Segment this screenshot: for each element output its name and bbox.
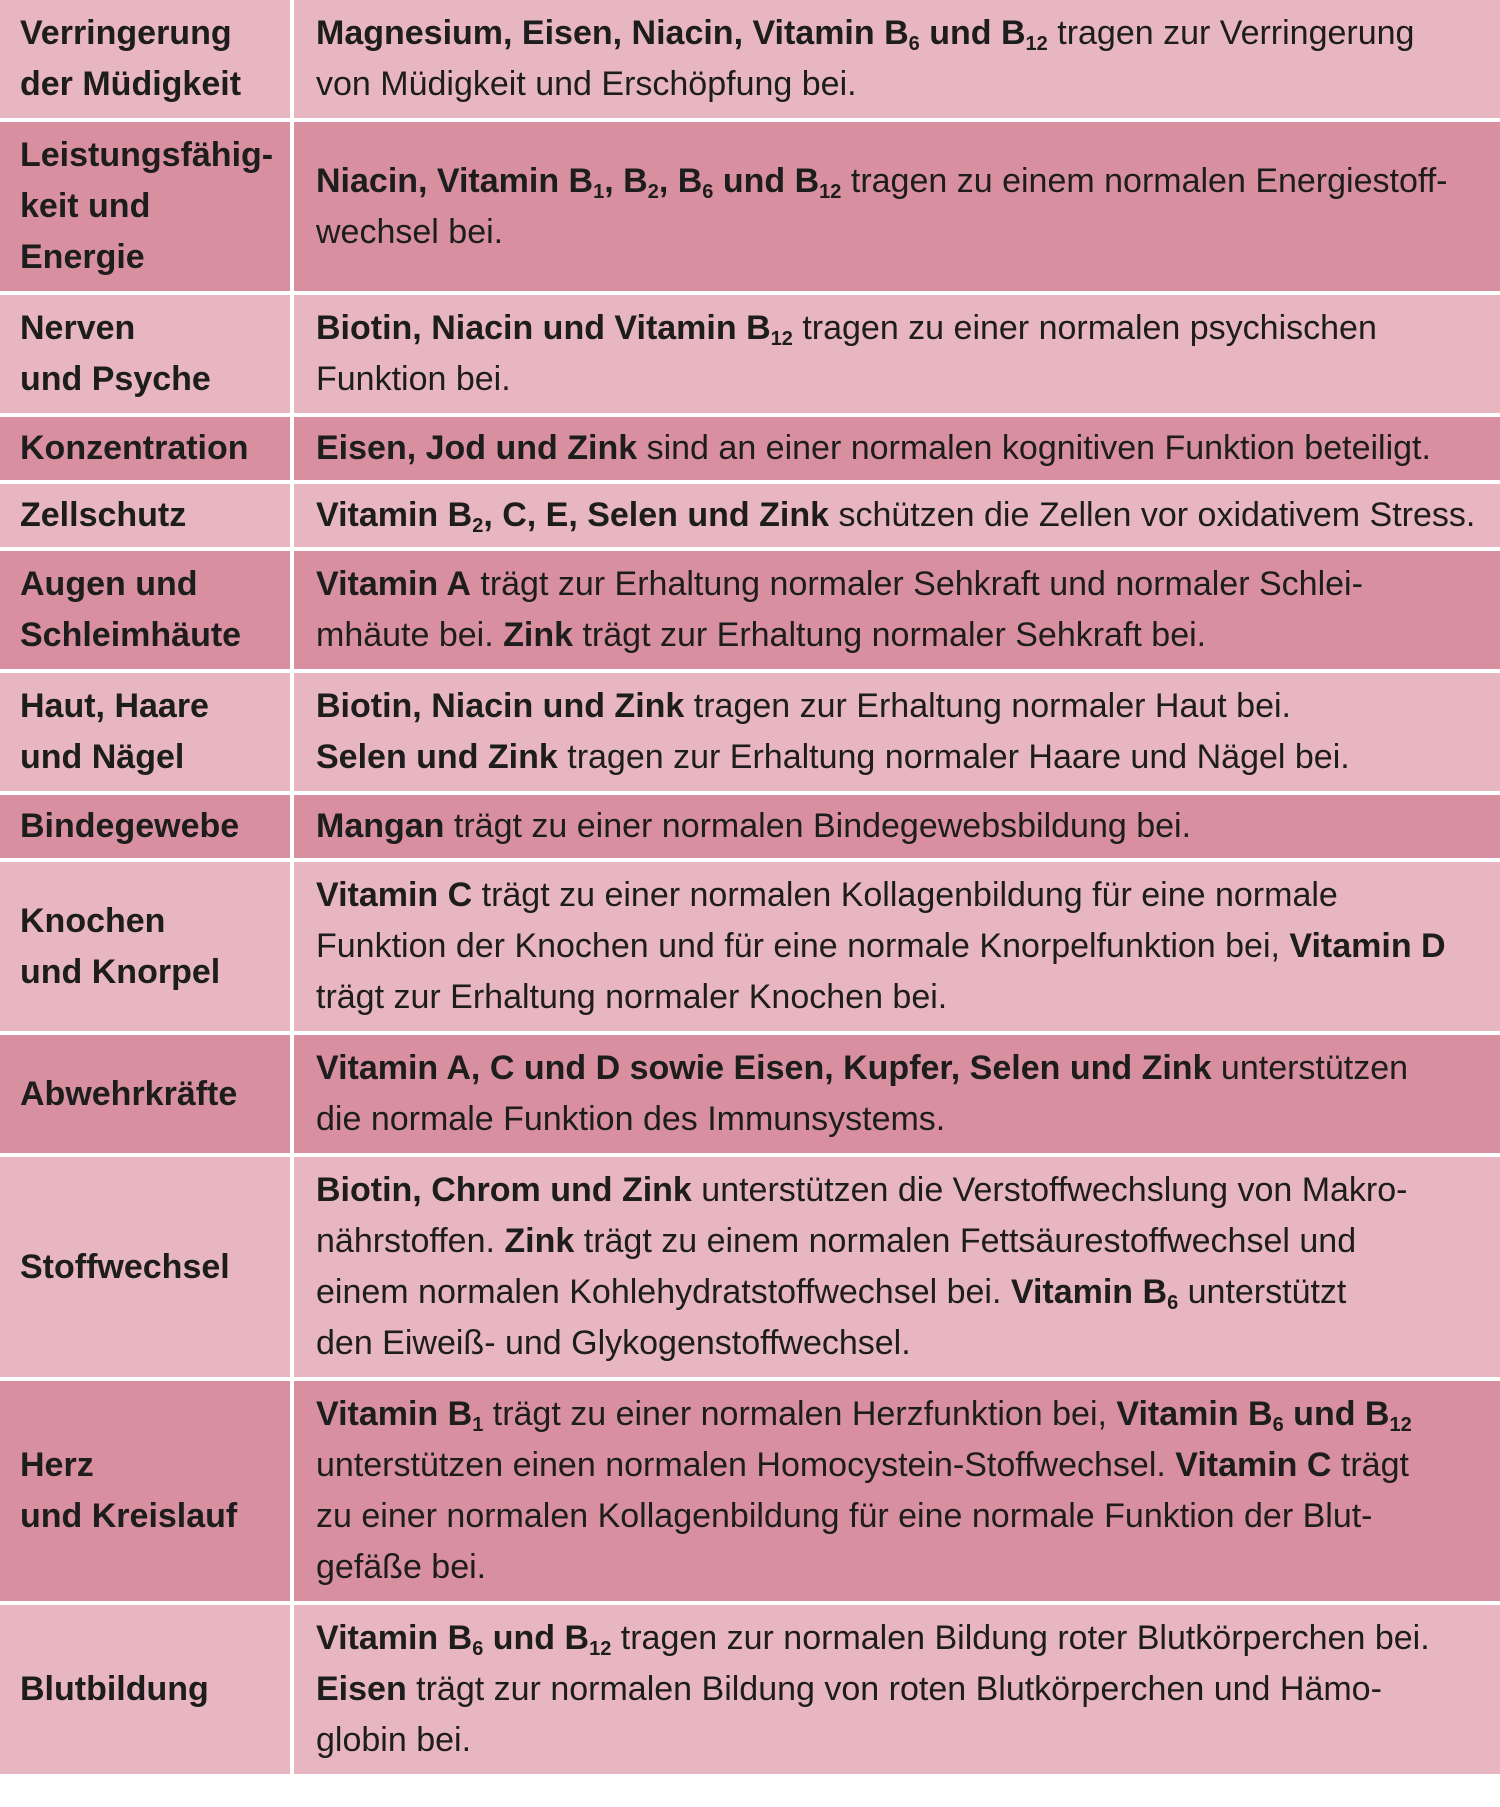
- nutrient-bold-text: , B: [604, 161, 648, 200]
- nutrient-bold-text: und B: [919, 14, 1026, 52]
- row-label-cell: [0, 120, 292, 293]
- row-label-cell: [0, 793, 292, 860]
- nutrient-bold-text: Biotin, Chrom und Zink: [316, 1171, 692, 1209]
- description-line: [316, 8, 1486, 59]
- description-text: unterstützen die Verstoffwechslung von Makro-: [691, 1171, 1408, 1209]
- nutrient-bold-text: und B: [1283, 1395, 1390, 1433]
- row-label-line: Nerven: [20, 309, 136, 347]
- row-description-cell: [292, 1603, 1500, 1776]
- row-description-cell: [292, 482, 1500, 549]
- nutrient-bold-text: Mangan: [316, 807, 445, 845]
- description-text: trägt zur Erhaltung normaler Knochen bei.: [316, 978, 948, 1016]
- description-text: globin bei.: [316, 1721, 472, 1759]
- description-text: einem normalen Kohlehydratstoffwechsel bei.: [316, 1273, 1011, 1311]
- subscript: 12: [1389, 1414, 1412, 1436]
- description-text: sind an einer normalen kognitiven Funktion beteiligt.: [637, 429, 1431, 467]
- description-text: tragen zur normalen Bildung roter Blutkörperchen bei.: [611, 1619, 1430, 1657]
- nutrient-bold-text: Vitamin A, C und D sowie Eisen, Kupfer, Selen und Zink: [316, 1049, 1212, 1087]
- description-text: zu einer normalen Kollagenbildung für eine normale Funktion der Blut-: [316, 1497, 1373, 1535]
- nutrient-bold-text: Magnesium, Eisen, Niacin, Vitamin B: [316, 14, 909, 52]
- row-label-line: Verringerung: [20, 14, 232, 52]
- nutrient-bold-text: und B: [713, 161, 820, 200]
- table-row: [0, 549, 1500, 671]
- row-label-line: Bindegewebe: [20, 807, 240, 845]
- nutrient-bold-text: Selen und Zink: [316, 738, 558, 776]
- description-line: [316, 610, 1486, 661]
- subscript: 1: [593, 180, 605, 203]
- description-line: [316, 921, 1486, 972]
- row-label-line: Konzentration: [20, 429, 249, 467]
- row-label-line: Augen und: [20, 565, 198, 603]
- row-description-cell: [292, 1033, 1500, 1155]
- subscript: 6: [702, 180, 714, 203]
- description-text: tragen zur Erhaltung normaler Haut bei.: [684, 687, 1291, 725]
- description-text: tragen zu einer normalen psychischen: [792, 309, 1377, 347]
- description-line: [316, 1542, 1486, 1593]
- row-label-cell: [0, 415, 292, 482]
- description-text: trägt zu einer normalen Bindegewebsbildung bei.: [444, 807, 1192, 845]
- description-line: [316, 156, 1486, 207]
- description-text: trägt zur Erhaltung normaler Sehkraft bei.: [573, 616, 1207, 654]
- description-text: mhäute bei.: [316, 616, 504, 654]
- table-row: [0, 793, 1500, 860]
- table-row: [0, 120, 1500, 293]
- description-line: [316, 59, 1486, 110]
- description-text: trägt zu einer normalen Herzfunktion bei,: [483, 1395, 1117, 1433]
- description-text: gefäße bei.: [316, 1548, 487, 1586]
- table-row: [0, 482, 1500, 549]
- subscript: 12: [1025, 33, 1048, 55]
- row-label-cell: [0, 1379, 292, 1603]
- table-row: [0, 415, 1500, 482]
- subscript: 6: [908, 33, 920, 55]
- table-row: [0, 0, 1500, 120]
- nutrient-bold-text: Vitamin B: [316, 496, 473, 534]
- nutrient-bold-text: Vitamin B: [1116, 1395, 1273, 1433]
- description-line: [316, 870, 1486, 921]
- row-label-line: Haut, Haare: [20, 687, 209, 725]
- description-text: tragen zu einem normalen Energiestoff-: [841, 161, 1448, 200]
- nutrient-bold-text: Niacin, Vitamin B: [316, 161, 594, 200]
- description-line: [316, 1389, 1486, 1440]
- description-line: [316, 354, 1486, 405]
- row-description-cell: [292, 120, 1500, 293]
- description-text: Funktion der Knochen und für eine normale Knorpelfunktion bei,: [316, 927, 1290, 965]
- row-label-cell: [0, 1155, 292, 1379]
- table-row: [0, 860, 1500, 1033]
- nutrient-bold-text: , B: [658, 161, 703, 200]
- row-description-cell: [292, 549, 1500, 671]
- description-line: [316, 801, 1486, 852]
- description-line: [316, 1440, 1486, 1491]
- description-line: [316, 490, 1486, 541]
- row-description-cell: [292, 671, 1500, 793]
- description-line: [316, 1664, 1486, 1715]
- row-label-line: und Nägel: [20, 738, 185, 776]
- description-text: schützen die Zellen vor oxidativem Stress.: [829, 496, 1476, 534]
- row-label-cell: [0, 671, 292, 793]
- description-line: [316, 972, 1486, 1023]
- description-text: trägt zu einer normalen Kollagenbildung für eine normale: [472, 876, 1338, 914]
- row-label-cell: [0, 482, 292, 549]
- row-label-cell: [0, 549, 292, 671]
- nutrient-bold-text: und B: [483, 1619, 590, 1657]
- nutrient-bold-text: Zink: [503, 616, 574, 654]
- row-description-cell: [292, 0, 1500, 120]
- description-line: [316, 423, 1486, 474]
- description-text: unterstützt: [1178, 1273, 1347, 1311]
- description-line: [316, 559, 1486, 610]
- subscript: 1: [472, 1414, 484, 1436]
- row-label-cell: [0, 860, 292, 1033]
- subscript: 2: [647, 180, 659, 203]
- nutrient-bold-text: Vitamin C: [316, 876, 473, 914]
- subscript: 6: [1272, 1414, 1284, 1436]
- subscript: 12: [819, 180, 842, 203]
- nutrient-bold-text: Vitamin A: [316, 565, 471, 603]
- row-label-line: Abwehrkräfte: [20, 1074, 238, 1113]
- table-row: [0, 1379, 1500, 1603]
- nutrient-bold-text: Zink: [504, 1222, 575, 1260]
- description-text: trägt zur Erhaltung normaler Sehkraft und normaler Schlei-: [470, 565, 1363, 603]
- description-text: tragen zur Verringerung: [1047, 14, 1415, 52]
- row-description-cell: [292, 415, 1500, 482]
- description-text: trägt zu einem normalen Fettsäurestoffwechsel und: [574, 1222, 1357, 1260]
- nutrient-bold-text: Vitamin B: [316, 1395, 473, 1433]
- description-text: trägt zur normalen Bildung von roten Blutkörperchen und Hämo-: [406, 1670, 1382, 1708]
- row-label-line: und Psyche: [20, 360, 211, 398]
- row-label-line: Leistungsfähig-: [20, 136, 274, 174]
- row-label-line: Schleimhäute: [20, 616, 242, 654]
- row-label-line: Zellschutz: [20, 496, 187, 534]
- row-label-cell: [0, 1033, 292, 1155]
- description-text: unterstützen einen normalen Homocystein-Stoffwechsel.: [316, 1446, 1176, 1484]
- row-label-line: keit und Energie: [20, 187, 151, 276]
- description-text: tragen zur Erhaltung normaler Haare und Nägel bei.: [557, 738, 1350, 776]
- description-line: [316, 1043, 1486, 1094]
- row-label-line: und Knorpel: [20, 952, 221, 991]
- description-text: trägt: [1331, 1446, 1409, 1484]
- description-line: [316, 1318, 1486, 1369]
- table-row: [0, 293, 1500, 415]
- table-row: [0, 1155, 1500, 1379]
- table-row: [0, 1033, 1500, 1155]
- description-text: den Eiweiß- und Glykogenstoffwechsel.: [316, 1324, 911, 1362]
- description-line: [316, 1491, 1486, 1542]
- row-label-line: Herz: [20, 1446, 94, 1484]
- subscript: 6: [472, 1638, 484, 1660]
- table-row: [0, 671, 1500, 793]
- description-line: [316, 1216, 1486, 1267]
- nutrient-bold-text: Vitamin D: [1289, 927, 1446, 965]
- description-text: Funktion bei.: [316, 360, 511, 398]
- description-line: [316, 1165, 1486, 1216]
- row-label-line: Blutbildung: [20, 1670, 209, 1708]
- description-line: [316, 732, 1486, 783]
- row-label-line: der Müdigkeit: [20, 65, 242, 103]
- row-label-line: Stoffwechsel: [20, 1247, 230, 1286]
- nutrient-bold-text: Biotin, Niacin und Vitamin B: [316, 309, 771, 347]
- description-line: [316, 207, 1486, 258]
- description-line: [316, 681, 1486, 732]
- row-description-cell: [292, 293, 1500, 415]
- description-line: [316, 1094, 1486, 1145]
- nutrient-bold-text: Eisen, Jod und Zink: [316, 429, 638, 467]
- row-label-cell: [0, 1603, 292, 1776]
- description-line: [316, 1613, 1486, 1664]
- row-label-line: Knochen: [20, 901, 166, 940]
- description-line: [316, 303, 1486, 354]
- row-description-cell: [292, 1379, 1500, 1603]
- row-description-cell: [292, 793, 1500, 860]
- description-text: die normale Funktion des Immunsystems.: [316, 1100, 946, 1138]
- row-label-cell: [0, 293, 292, 415]
- description-text: von Müdigkeit und Erschöpfung bei.: [316, 65, 857, 103]
- subscript: 12: [770, 328, 793, 350]
- nutrient-bold-text: Vitamin B: [316, 1619, 473, 1657]
- subscript: 2: [472, 515, 484, 537]
- description-line: [316, 1715, 1486, 1766]
- table-row: [0, 1603, 1500, 1776]
- nutrient-bold-text: Eisen: [316, 1670, 407, 1708]
- subscript: 6: [1167, 1292, 1179, 1314]
- row-description-cell: [292, 1155, 1500, 1379]
- description-text: nährstoffen.: [316, 1222, 505, 1260]
- nutrient-bold-text: Vitamin B: [1010, 1273, 1168, 1311]
- description-text: wechsel bei.: [316, 212, 504, 251]
- row-label-line: und Kreislauf: [20, 1497, 238, 1535]
- nutrient-bold-text: Biotin, Niacin und Zink: [316, 687, 685, 725]
- description-line: [316, 1267, 1486, 1318]
- description-text: unterstützen: [1211, 1049, 1409, 1087]
- subscript: 12: [589, 1638, 612, 1660]
- row-label-cell: [0, 0, 292, 120]
- row-description-cell: [292, 860, 1500, 1033]
- nutrient-bold-text: Vitamin C: [1175, 1446, 1332, 1484]
- nutrient-bold-text: , C, E, Selen und Zink: [483, 496, 830, 534]
